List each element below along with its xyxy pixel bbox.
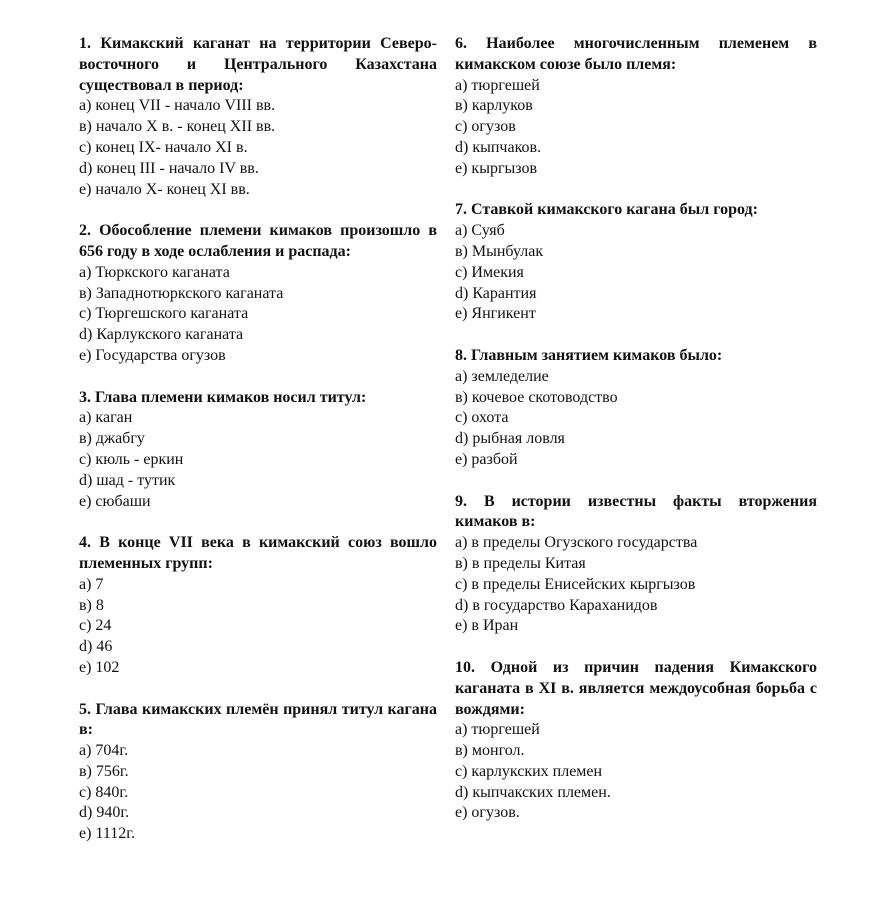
question-6 xyxy=(455,34,817,180)
answer-option-c: с) огузов xyxy=(455,118,516,136)
answer-option-c: с) 24 xyxy=(79,617,112,635)
answer-option-c: с) кюль - еркин xyxy=(79,450,184,468)
question-text: 4. В конце VII века в кимакский союз вошло племенных групп: xyxy=(79,534,437,572)
answer-option-a: а) Тюркского каганата xyxy=(79,263,230,281)
answer-option-e: е) Государства огузов xyxy=(79,346,226,364)
answer-option-b: в) Мынбулак xyxy=(455,242,544,260)
answer-option-b: в) джабгу xyxy=(79,430,145,448)
answer-option-d: d) 940г. xyxy=(79,804,130,822)
answer-option-e: е) огузов. xyxy=(455,804,520,822)
question-4 xyxy=(79,533,437,679)
answer-option-d: d) Карлукского каганата xyxy=(79,326,244,344)
answer-option-e: е) разбой xyxy=(455,450,518,468)
question-text: 3. Глава племени кимаков носил титул: xyxy=(79,388,367,406)
answer-option-c: с) Тюргешского каганата xyxy=(79,305,249,323)
answer-option-d: d) в государство Караханидов xyxy=(455,596,658,614)
question-3 xyxy=(79,388,437,513)
answer-option-e: е) 1112г. xyxy=(79,825,135,843)
answer-option-a: а) 704г. xyxy=(79,742,129,760)
question-text: 1. Кимакский каганат на территории Северо-восточного и Центрального Казахстана существовал в период: xyxy=(79,35,437,94)
answer-option-c: с) 840г. xyxy=(79,783,129,801)
question-text: 7. Ставкой кимакского кагана был город: xyxy=(455,201,758,219)
question-text: 5. Глава кимакских племён принял титул кагана в: xyxy=(79,700,437,739)
answer-option-c: с) Имекия xyxy=(455,263,524,281)
answer-option-b: в) начало X в. - конец XII вв. xyxy=(79,118,276,136)
answer-option-a: а) Суяб xyxy=(455,222,505,240)
answer-option-d: d) 46 xyxy=(79,638,113,656)
answer-option-e: е) кыргызов xyxy=(455,159,538,177)
answer-option-a: а) конец VII - начало VIII вв. xyxy=(79,97,276,115)
question-8 xyxy=(455,346,817,471)
answer-option-e: е) в Иран xyxy=(455,617,519,635)
answer-option-d: d) конец III - начало IV вв. xyxy=(79,159,259,177)
answer-option-b: в) в пределы Китая xyxy=(455,554,586,572)
question-7 xyxy=(455,200,817,325)
answer-option-e: е) сюбаши xyxy=(79,492,151,510)
answer-option-b: в) монгол. xyxy=(455,742,525,760)
question-9 xyxy=(455,492,817,638)
answer-option-e: е) 102 xyxy=(79,658,120,676)
answer-option-e: е) Янгикент xyxy=(455,305,536,323)
answer-option-e: е) начало X- конец XI вв. xyxy=(79,180,250,198)
answer-option-d: d) Карантия xyxy=(455,284,537,302)
answer-option-c: с) карлукских племен xyxy=(455,762,603,780)
answer-option-a: а) 7 xyxy=(79,575,104,593)
answer-option-a: а) в пределы Огузского государства xyxy=(455,534,698,552)
answer-option-a: а) каган xyxy=(79,409,133,427)
answer-option-b: в) Западнотюркского каганата xyxy=(79,284,284,302)
answer-option-b: в) карлуков xyxy=(455,97,533,115)
question-10 xyxy=(455,658,817,824)
answer-option-a: а) тюргешей xyxy=(455,76,540,94)
answer-option-d: d) кыпчаков. xyxy=(455,138,542,156)
answer-option-c: с) в пределы Енисейских кыргызов xyxy=(455,575,696,593)
question-text: 9. В истории известны факты вторжения кимаков в: xyxy=(455,492,817,531)
question-text: 6. Наиболее многочисленным племенем в кимакском союзе было племя: xyxy=(455,35,817,73)
answer-option-b: в) 8 xyxy=(79,596,104,614)
answer-option-b: в) кочевое скотоводство xyxy=(455,388,618,406)
answer-option-d: d) рыбная ловля xyxy=(455,430,565,448)
question-2 xyxy=(79,221,437,367)
question-text: 2. Обособление племени кимаков произошло в 656 году в ходе ослабления и распада: xyxy=(79,222,437,260)
answer-option-a: а) земледелие xyxy=(455,367,549,385)
answer-option-d: d) шад - тутик xyxy=(79,471,176,489)
answer-option-d: d) кыпчакских племен. xyxy=(455,783,611,801)
question-text: 10. Одной из причин падения Кимакского каганата в XI в. является междоусобная борьба с вождями: xyxy=(455,658,817,718)
answer-option-c: с) конец IX- начало XI в. xyxy=(79,138,248,156)
answer-option-c: с) охота xyxy=(455,409,509,427)
right-column xyxy=(455,34,817,845)
left-column xyxy=(79,34,437,866)
question-1 xyxy=(79,34,437,200)
answer-option-b: в) 756г. xyxy=(79,762,129,780)
question-5 xyxy=(79,700,437,846)
question-text: 8. Главным занятием кимаков было: xyxy=(455,346,723,364)
answer-option-a: а) тюргешей xyxy=(455,721,540,739)
